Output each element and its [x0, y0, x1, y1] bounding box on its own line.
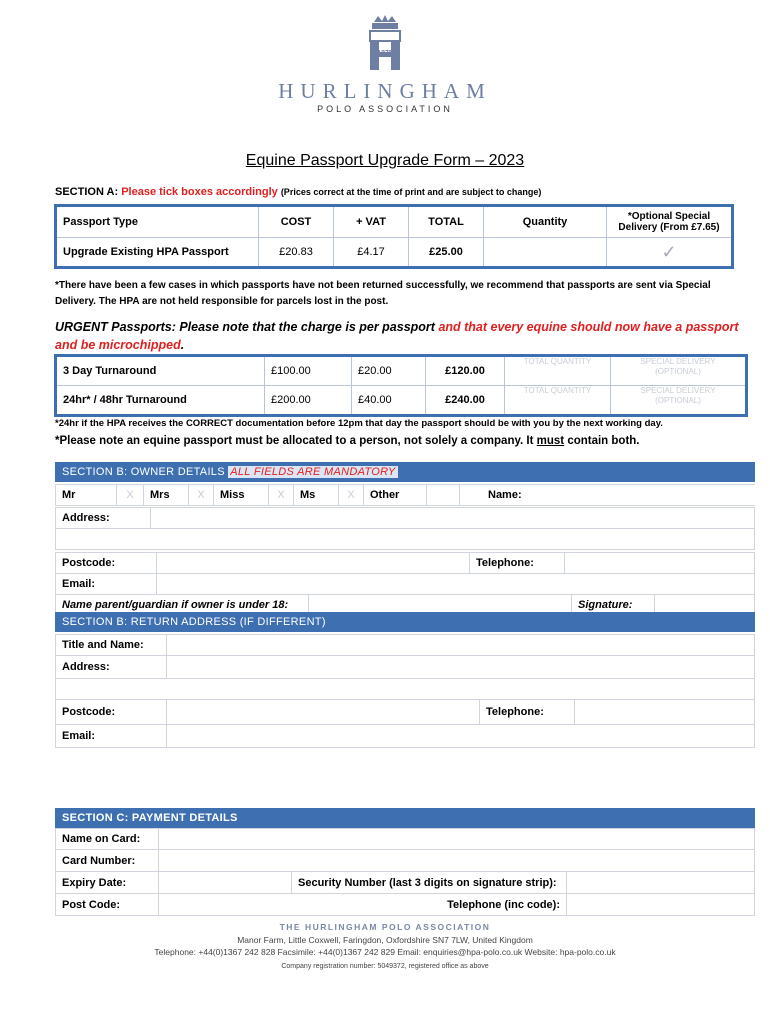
section-b-return-heading: SECTION B: RETURN ADDRESS (IF DIFFERENT)	[55, 612, 755, 632]
email-field[interactable]	[157, 574, 755, 595]
payment-telephone-label: Telephone (inc code):	[159, 894, 567, 916]
section-a-note: (Prices correct at the time of print and are subject to change)	[280, 187, 542, 197]
row-total: £25.00	[409, 238, 484, 268]
email-label: Email:	[56, 574, 157, 595]
title-mr-checkbox[interactable]: X	[117, 485, 144, 506]
title-other-field[interactable]	[427, 485, 460, 506]
row-cost: £20.83	[259, 238, 334, 268]
hpa-logo	[0, 14, 770, 114]
quantity-field[interactable]: TOTAL QUANTITY	[505, 356, 611, 386]
section-a-heading: SECTION A: Please tick boxes accordingly (Prices correct at the time of print and are subject to change)	[55, 186, 542, 198]
header-passport-type: Passport Type	[56, 206, 259, 238]
card-number-label: Card Number:	[56, 850, 159, 872]
note-24hr: *24hr if the HPA receives the CORRECT documentation before 12pm that day the passport should be with you by the next working day.	[55, 418, 663, 429]
form-title: Equine Passport Upgrade Form – 2023	[245, 152, 525, 169]
brand-subtitle: POLO ASSOCIATION	[317, 104, 453, 114]
table-header-row	[56, 206, 733, 238]
return-postcode-label: Postcode:	[56, 700, 167, 725]
section-a-instruction: Please tick boxes accordingly	[121, 186, 278, 198]
name-on-card-label: Name on Card:	[56, 829, 159, 850]
telephone-field[interactable]	[565, 553, 755, 574]
address-field[interactable]	[151, 508, 755, 529]
return-address-table	[55, 634, 755, 748]
card-number-field[interactable]	[159, 850, 755, 872]
quantity-field[interactable]	[484, 238, 607, 268]
crest-icon	[360, 14, 410, 72]
table-row	[56, 386, 747, 416]
section-c-heading: SECTION C: PAYMENT DETAILS	[55, 808, 755, 828]
urgent-total: £240.00	[426, 386, 505, 416]
header-total: TOTAL	[409, 206, 484, 238]
return-email-field[interactable]	[167, 725, 755, 748]
urgent-notice: URGENT Passports: Please note that the charge is per passport and that every equine should now have a passport and be microchipped.	[55, 320, 739, 352]
post-code-label: Post Code:	[56, 894, 159, 916]
table-row	[56, 356, 747, 386]
expiry-label: Expiry Date:	[56, 872, 159, 894]
address-field-2[interactable]	[56, 529, 755, 550]
title-name-label: Title and Name:	[56, 635, 167, 656]
return-address-label: Address:	[56, 656, 167, 679]
security-field[interactable]	[567, 872, 755, 894]
header-cost: COST	[259, 206, 334, 238]
owner-title-row	[55, 484, 755, 506]
urgent-type: 24hr* / 48hr Turnaround	[56, 386, 265, 416]
owner-address-row	[55, 507, 755, 550]
title-ms: Ms	[294, 485, 339, 506]
title-ms-checkbox[interactable]: X	[339, 485, 364, 506]
check-icon[interactable]: ✓	[607, 238, 733, 268]
delivery-notice: *There have been a few cases in which passports have not been returned successfully, we recommend that passports are sent via Special Delivery. The HPA are not held responsible for parcels lost in the post.	[55, 280, 711, 307]
address-label: Address:	[56, 508, 151, 529]
urgent-total: £120.00	[426, 356, 505, 386]
title-miss-checkbox[interactable]: X	[269, 485, 294, 506]
row-vat: £4.17	[334, 238, 409, 268]
mandatory-label: ALL FIELDS ARE MANDATORY	[230, 466, 396, 478]
title-mr: Mr	[56, 485, 117, 506]
footer-contact: Telephone: +44(0)1367 242 828 Facsimile: +44(0)1367 242 829 Email: enquiries@hpa-polo.co.uk Website: hpa-polo.co.uk	[154, 947, 616, 957]
title-mrs-checkbox[interactable]: X	[189, 485, 214, 506]
header-vat: + VAT	[334, 206, 409, 238]
note-owner: *Please note an equine passport must be allocated to a person, not solely a company. It must contain both.	[55, 435, 640, 447]
urgent-vat: £40.00	[352, 386, 426, 416]
telephone-label: Telephone:	[470, 553, 565, 574]
section-a-table	[54, 204, 734, 269]
special-delivery-field[interactable]: SPECIAL DELIVERY (OPTIONAL)	[611, 356, 747, 386]
urgent-cost: £200.00	[265, 386, 352, 416]
row-type: Upgrade Existing HPA Passport	[56, 238, 259, 268]
urgent-cost: £100.00	[265, 356, 352, 386]
title-miss: Miss	[214, 485, 269, 506]
header-quantity: Quantity	[484, 206, 607, 238]
table-row	[56, 238, 733, 268]
return-telephone-label: Telephone:	[480, 700, 575, 725]
return-telephone-field[interactable]	[575, 700, 755, 725]
footer-address: Manor Farm, Little Coxwell, Faringdon, Oxfordshire SN7 7LW, United Kingdom	[237, 935, 533, 945]
crest-year: 1875	[377, 50, 393, 57]
footer-org: THE HURLINGHAM POLO ASSOCIATION	[279, 922, 491, 932]
title-other: Other	[364, 485, 427, 506]
signature-label: Signature:	[572, 595, 655, 616]
name-label: Name:	[460, 485, 756, 506]
security-label: Security Number (last 3 digits on signature strip):	[292, 872, 567, 894]
title-name-field[interactable]	[167, 635, 755, 656]
special-delivery-field[interactable]: SPECIAL DELIVERY (OPTIONAL)	[611, 386, 747, 416]
urgent-table	[54, 354, 748, 417]
brand-name: HURLINGHAM	[278, 79, 492, 103]
return-postcode-field[interactable]	[167, 700, 480, 725]
postcode-label: Postcode:	[56, 553, 157, 574]
owner-postcode-row	[55, 552, 755, 595]
name-on-card-field[interactable]	[159, 829, 755, 850]
return-address-field[interactable]	[167, 656, 755, 679]
return-email-label: Email:	[56, 725, 167, 748]
header-special-delivery: *Optional Special Delivery (From £7.65)	[607, 206, 733, 238]
quantity-field[interactable]: TOTAL QUANTITY	[505, 386, 611, 416]
payment-telephone-field[interactable]	[567, 894, 755, 916]
expiry-field[interactable]	[159, 872, 292, 894]
section-b-heading: SECTION B: OWNER DETAILS ALL FIELDS ARE MANDATORY	[55, 462, 755, 482]
return-address-field-2[interactable]	[56, 679, 755, 700]
title-mrs: Mrs	[144, 485, 189, 506]
guardian-label: Name parent/guardian if owner is under 18:	[56, 595, 309, 616]
urgent-vat: £20.00	[352, 356, 426, 386]
payment-table	[55, 828, 755, 916]
urgent-type: 3 Day Turnaround	[56, 356, 265, 386]
footer-registration: Company registration number: 5049372, registered office as above	[281, 963, 489, 970]
postcode-field[interactable]	[157, 553, 470, 574]
